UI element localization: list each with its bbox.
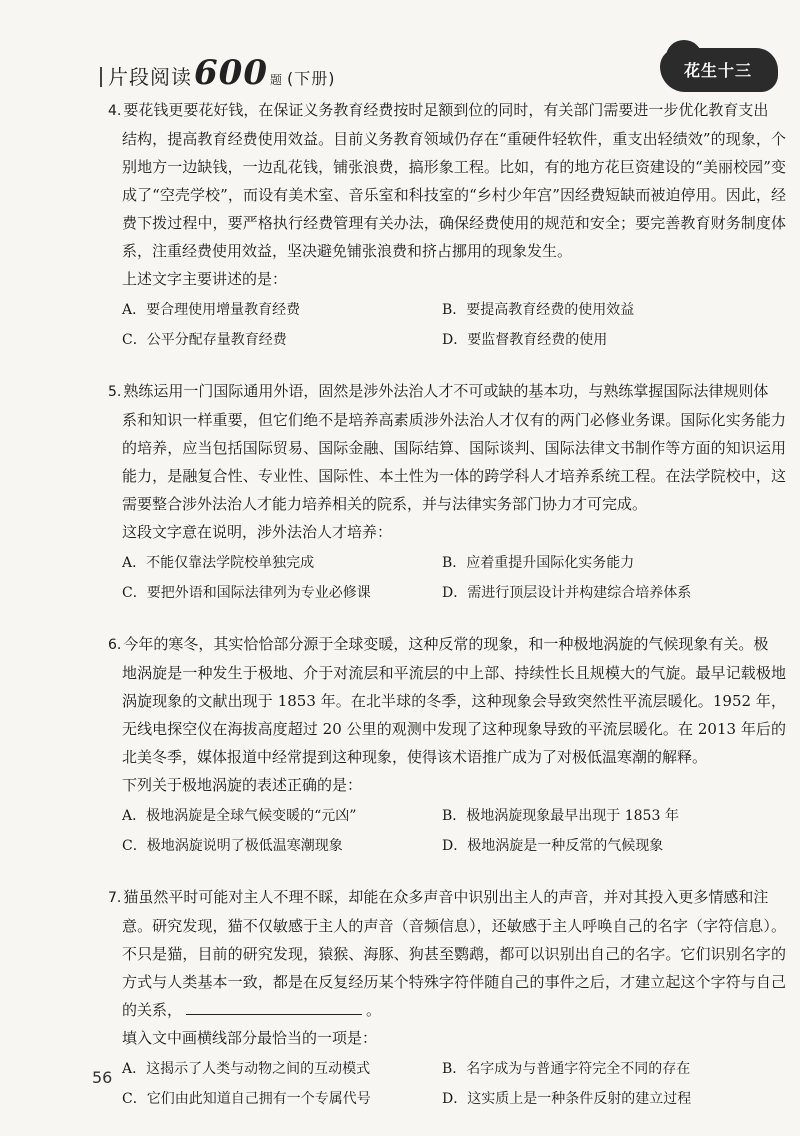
- option-group: [100, 801, 786, 861]
- brand-text: 花生十三: [684, 61, 753, 80]
- option-b: B．要提高教育经费的使用效益: [442, 302, 635, 318]
- question-body-end: 。: [366, 1001, 382, 1019]
- question-number: 7.: [108, 890, 122, 906]
- option-b: B．名字成为与普通字符完全不同的存在: [442, 1061, 691, 1077]
- question-prompt: 填入文中画横线部分最恰当的一项是：: [122, 1029, 378, 1047]
- option-group: [100, 295, 786, 355]
- question-number: 4.: [108, 103, 122, 119]
- option-group: [100, 548, 786, 608]
- option-d: D．需进行顶层设计并构建综合培养体系: [442, 585, 692, 601]
- fill-blank-line: [186, 998, 362, 1015]
- option-d: D．极地涡旋是一种反常的气候现象: [442, 838, 664, 854]
- question-4: [100, 96, 786, 355]
- book-title: [100, 53, 336, 93]
- option-a: A．不能仅靠法学院校单独完成: [122, 555, 315, 571]
- option-c: C．极地涡旋说明了极低温寒潮现象: [122, 838, 343, 854]
- question-body: [100, 912, 786, 1024]
- option-b: B．极地涡旋现象最早出现于 1853 年: [442, 808, 679, 824]
- question-list: [100, 96, 786, 1136]
- option-c: C．要把外语和国际法律列为专业必修课: [122, 585, 371, 601]
- brand-logo: [660, 48, 778, 92]
- option-d: D．要监督教育经费的使用: [442, 332, 608, 348]
- question-first-line: 猫虽然平时可能对主人不理不睬，却能在众多声音中识别出主人的声音，并对其投入更多情感和注: [123, 888, 769, 906]
- option-b: B．应着重提升国际化实务能力: [442, 555, 635, 571]
- question-first-line: 今年的寒冬，其实恰恰部分源于全球变暖，这种反常的现象，和一种极地涡旋的气候现象有关。极: [123, 635, 769, 653]
- question-7: [100, 883, 786, 1114]
- option-d: D．这实质上是一种条件反射的建立过程: [442, 1091, 692, 1107]
- option-c: C．公平分配存量教育经费: [122, 332, 287, 348]
- question-first-line: 熟练运用一门国际通用外语，固然是涉外法治人才不可或缺的基本功，与熟练掌握国际法律规则体: [123, 382, 769, 400]
- question-6: [100, 630, 786, 861]
- question-number: 5.: [108, 384, 122, 400]
- question-body: 结构，提高教育经费使用效益。目前义务教育领域仍存在“重硬件轻软件，重支出轻绩效”的现象，个别地方一边缺钱，一边乱花钱，铺张浪费，搞形象工程。比如，有的地方花巨资建设的“美丽校园”变成了“空壳学校”，而设有美术室、音乐室和科技室的“乡村少年宫”因经费短缺而被迫停用。因此，经费下拨过程中，要严格执行经费管理有关办法，确保经费使用的规范和安全；要完善教育财务制度体系，注重经费使用效益，坚决避免铺张浪费和挤占挪用的现象发生。: [122, 130, 786, 260]
- question-prompt: 下列关于极地涡旋的表述正确的是：: [122, 776, 363, 794]
- question-number: 6.: [108, 637, 122, 653]
- option-a: A．要合理使用增量教育经费: [122, 302, 301, 318]
- option-group: [100, 1054, 786, 1114]
- question-5: [100, 377, 786, 608]
- title-prefix: 片段阅读: [108, 65, 192, 89]
- option-c: C．它们由此知道自己拥有一个专属代号: [122, 1091, 371, 1107]
- page-header: [0, 48, 800, 96]
- question-prompt: 上述文字主要讲述的是：: [122, 270, 288, 288]
- title-unit: 题: [269, 73, 283, 87]
- option-a: A．极地涡旋是全球气候变暖的“元凶”: [122, 808, 357, 824]
- title-bar: [100, 67, 102, 87]
- question-first-line: 要花钱更要花好钱，在保证义务教育经费按时足额到位的同时，有关部门需要进一步优化教育支出: [123, 101, 769, 119]
- question-body: 地涡旋是一种发生于极地、介于对流层和平流层的中上部、持续性长且规模大的气旋。最早记载极地涡旋现象的文献出现于 1853 年。在北半球的冬季，这种现象会导致突然性平流层暖化。1952 年，无线电探空仪在海拔高度超过 20 公里的观测中发现了这种现象导致的平流层暖化。在 2013 年后的北美冬季，媒体报道中经常提到这种现象，使得该术语推广成为了对极低温寒潮的解释。: [122, 664, 786, 766]
- title-volume: (下册): [287, 69, 336, 88]
- question-body: 系和知识一样重要，但它们绝不是培养高素质涉外法治人才仅有的两门必修业务课。国际化实务能力的培养，应当包括国际贸易、国际金融、国际结算、国际谈判、国际法律文书制作等方面的知识运用能力，是融复合性、专业性、国际性、本土性为一体的跨学科人才培养系统工程。在法学院校中，这需要整合涉外法治人才能力培养相关的院系，并与法律实务部门协力才可完成。: [122, 411, 786, 513]
- title-number: 600: [194, 53, 268, 93]
- question-body-text: 意。研究发现，猫不仅敏感于主人的声音（音频信息），还敏感于主人呼唤自己的名字（字符信息）。不只是猫，目前的研究发现，猿猴、海豚、狗甚至鹦鹉，都可以识别出自己的名字。它们识别名字的方式与人类基本一致，都是在反复经历某个特殊字符伴随自己的事件之后，才建立起这个字符与自己的关系，: [122, 917, 786, 1019]
- page-number: 56: [92, 1068, 113, 1087]
- option-a: A．这揭示了人类与动物之间的互动模式: [122, 1061, 371, 1077]
- question-prompt: 这段文字意在说明，涉外法治人才培养：: [122, 523, 393, 541]
